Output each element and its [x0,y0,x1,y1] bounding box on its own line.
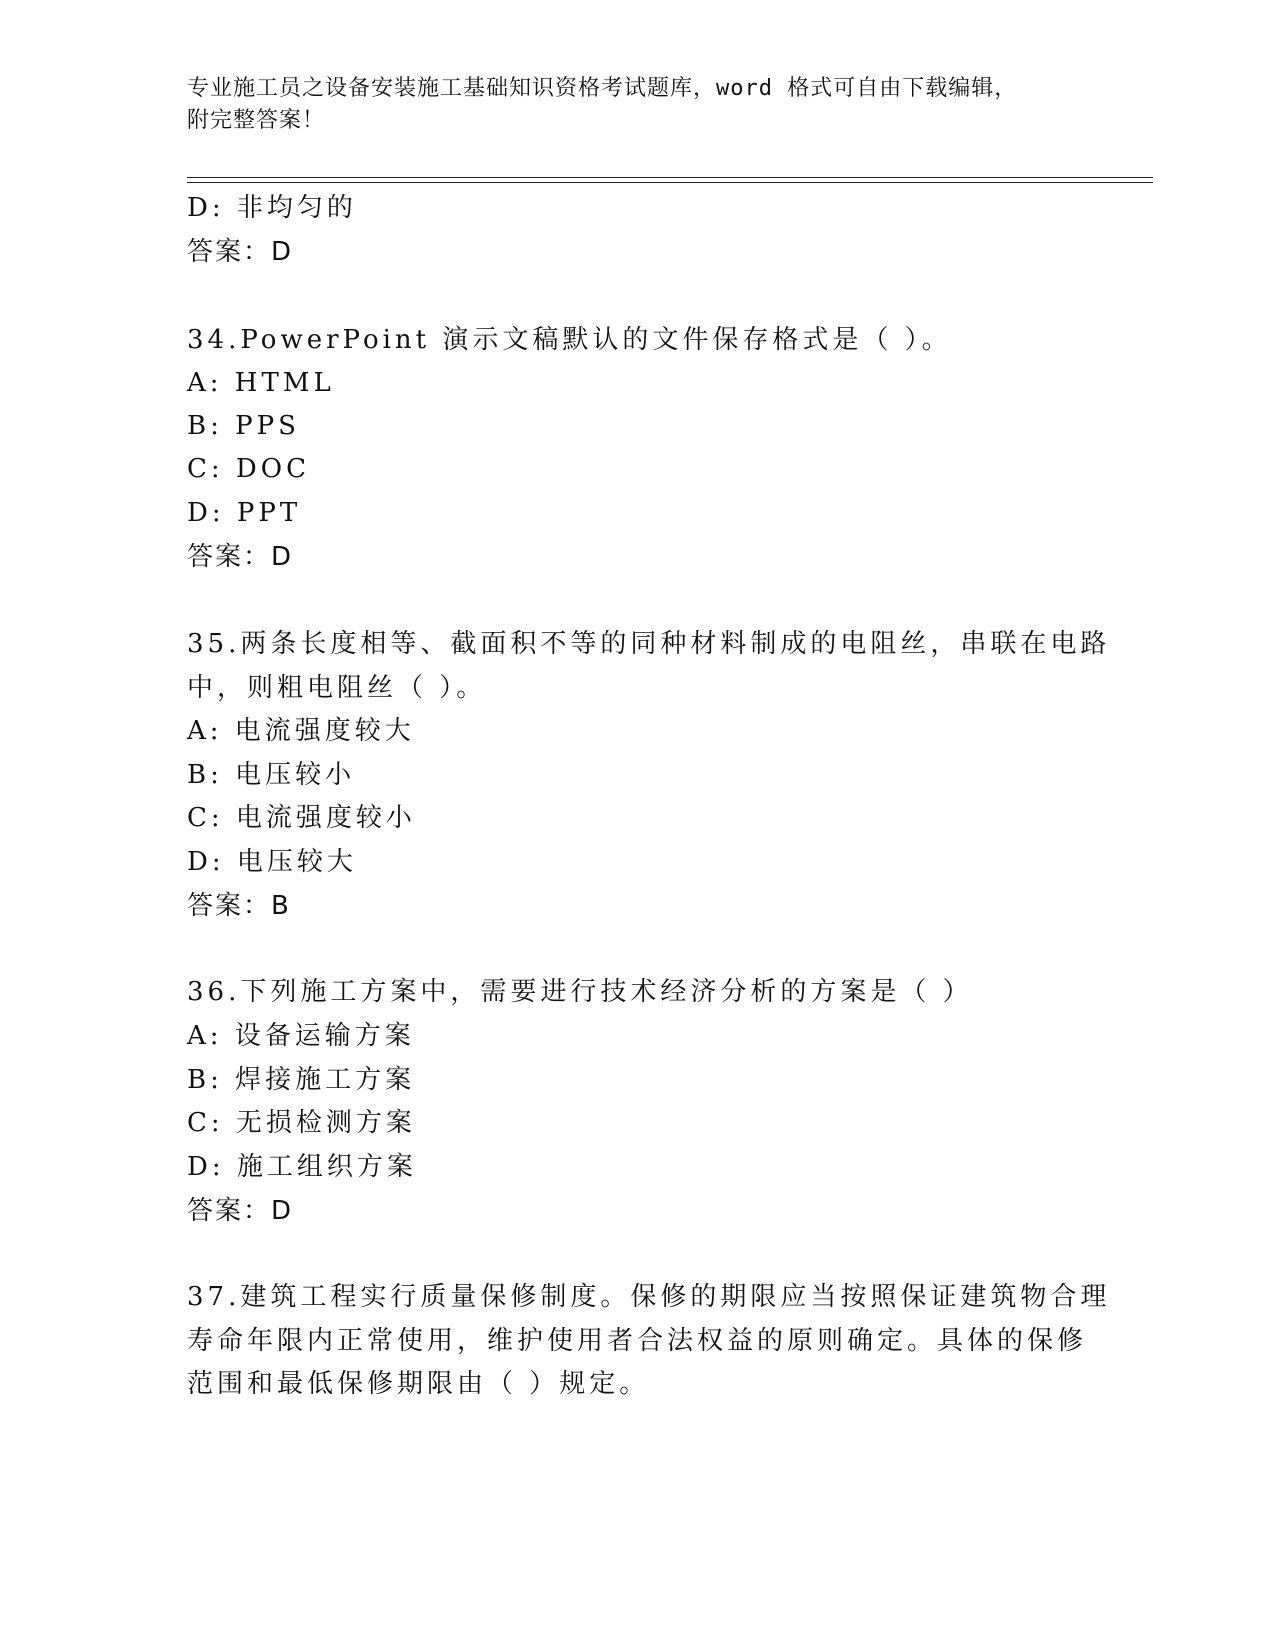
q35-option-b: B: 电压较小 [187,760,356,790]
q37-stem-line-2: 寿命年限内正常使用，维护使用者合法权益的原则确定。具体的保修 [187,1326,1088,1356]
header-rule-top [187,177,1153,178]
q35-option-d: D: 电压较大 [187,847,357,877]
q35-stem-line-1: 35.两条长度相等、截面积不等的同种材料制成的电阻丝，串联在电路 [187,629,1111,659]
q34-option-b: B: PPS [187,411,300,441]
q34-option-d: D: PPT [187,498,302,528]
q36-option-d: D: 施工组织方案 [187,1152,417,1182]
q37-stem-line-3: 范围和最低保修期限由（ ）规定。 [187,1369,650,1399]
page-header [187,73,1087,137]
header-line-2: 附完整答案！ [187,108,326,133]
q34-answer: 答案：D [187,542,294,572]
q35-stem-line-2: 中，则粗电阻丝（ ）。 [187,673,487,703]
q35-answer: 答案：B [187,891,291,921]
q34-option-c: C: DOC [187,454,310,484]
q35-option-c: C: 电流强度较小 [187,803,416,833]
header-line-1: 专业施工员之设备安装施工基础知识资格考试题库，word 格式可自由下载编辑， [187,76,1018,101]
q35-option-a: A: 电流强度较大 [187,716,415,746]
header-rule-bottom [187,182,1153,183]
q37-stem-line-1: 37.建筑工程实行质量保修制度。保修的期限应当按照保证建筑物合理 [187,1282,1111,1312]
q34-option-a: A: HTML [187,368,335,398]
q36-option-a: A: 设备运输方案 [187,1021,415,1051]
q34-stem: 34.PowerPoint 演示文稿默认的文件保存格式是（ ）。 [187,325,952,355]
q36-answer: 答案：D [187,1196,294,1226]
q36-option-b: B: 焊接施工方案 [187,1065,416,1095]
prev-option-d: D: 非均匀的 [187,193,357,223]
q36-option-c: C: 无损检测方案 [187,1108,416,1138]
prev-answer: 答案：D [187,237,294,267]
q36-stem: 36.下列施工方案中，需要进行技术经济分析的方案是（ ） [187,977,973,1007]
